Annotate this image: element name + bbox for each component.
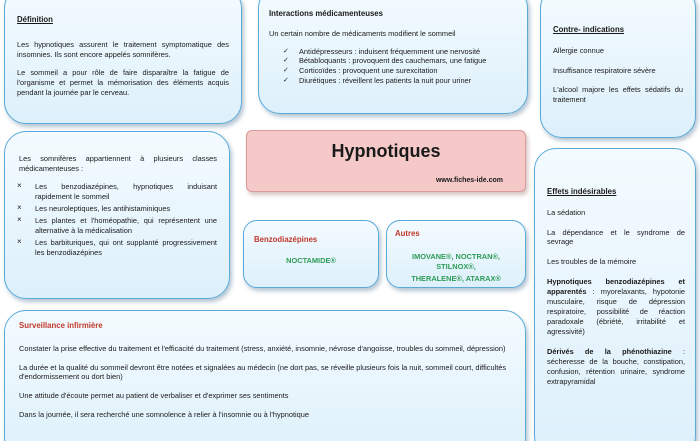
surveillance-box xyxy=(4,310,526,441)
autres-title: Autres xyxy=(395,229,420,238)
autres-drugs-line2: THERALENE®, ATARAX® xyxy=(411,274,501,284)
class-item: × Les barbituriques, qui ont supplanté progressivement les benzodiazépines xyxy=(5,238,217,258)
interactions-title: Interactions médicamenteuses xyxy=(269,9,383,18)
effet-bold-benzo: Hypnotiques benzodiazépines et apparentés xyxy=(547,277,685,297)
benzo-box xyxy=(243,220,379,288)
contre-item: Allergie connue xyxy=(553,45,604,55)
definition-text-1: Les hypnotiques assurent le traitement symptomatique des insomnies. Ils sont encore appelés somnifères. xyxy=(17,39,229,59)
class-item: × Les plantes et l'homéopathie, qui représentent une alternative à la médicalisation xyxy=(5,216,217,236)
benzo-drug: NOCTAMIDE® xyxy=(286,255,336,265)
surveillance-item: Une attitude d'écoute permet au patient de verbaliser et d'exprimer ses sentiments xyxy=(19,391,289,401)
contre-indications-title: Contre- indications xyxy=(553,25,625,34)
surveillance-title: Surveillance infirmière xyxy=(19,321,103,330)
effet-pheno-details: : sécheresse de la bouche, constipation, confusion, rétention urinaire, syndrome extrapyramidal xyxy=(547,347,685,387)
surveillance-item: Constater la prise effective du traitement et l'efficacité du traitement (stress, anxiété, insomnie, névrose d'angoisse, troubles du sommeil, dépression) xyxy=(19,343,506,353)
effet-item: Les troubles de la mémoire xyxy=(547,257,637,267)
contre-item: L'alcool majore les effets sédatifs du traitement xyxy=(553,85,683,105)
center-title-box xyxy=(246,130,526,192)
benzo-title: Benzodiazépines xyxy=(254,235,318,244)
definition-text-2: Le sommeil a pour rôle de faire disparaître la fatigue de l'organisme et permet la mémorisation des éléments acquis pendant la journée par le cerveau. xyxy=(17,68,229,98)
interactions-intro: Un certain nombre de médicaments modifient le sommeil xyxy=(269,28,456,38)
website-link[interactable]: www.fiches-ide.com xyxy=(435,177,503,184)
interactions-box xyxy=(258,0,528,114)
contre-item: Insuffisance respiratoire sévère xyxy=(553,65,656,75)
interaction-item: ✓ Antidépresseurs : induisent fréquemment une nervosité xyxy=(269,47,517,57)
interaction-item: ✓ Bétabloquants : provoquent des cauchemars, une fatigue xyxy=(269,56,517,66)
surveillance-item: Dans la journée, il sera recherché une somnolence à relier à l'insomnie ou à l'hypnotique xyxy=(19,410,309,420)
definition-box xyxy=(4,0,242,124)
effets-title: Effets indésirables xyxy=(547,187,617,196)
interactions-list xyxy=(269,47,517,87)
effet-item xyxy=(547,277,685,337)
classes-box xyxy=(4,131,230,299)
effet-item: La dépendance et le syndrome de sevrage xyxy=(547,227,685,247)
definition-title: Définition xyxy=(17,15,53,24)
autres-drugs-line1: IMOVANE®, NOCTRAN®, STILNOX®, xyxy=(412,251,500,271)
effet-benzo-details: : myorelaxants, hypotonie musculaire, risque de dépression respiratoire, possibilité de réaction paradoxale (ébriété, irritabilité et agressivité) xyxy=(547,287,685,337)
interaction-item: ✓ Corticoïdes : provoquent une surexcitation xyxy=(269,66,517,76)
class-item: × Les neuroleptiques, les antihistaminiques xyxy=(5,204,217,214)
effet-item xyxy=(547,347,685,387)
classes-intro: Les somnifères appartiennent à plusieurs classes médicamenteuses : xyxy=(19,154,217,173)
effets-box xyxy=(534,148,696,441)
interaction-item: ✓ Diurétiques : réveillent les patients la nuit pour uriner xyxy=(269,76,517,86)
autres-box xyxy=(386,220,526,288)
classes-list xyxy=(19,182,217,258)
effet-bold-pheno: Dérivés de la phénothiazine xyxy=(547,347,672,357)
effet-item: La sédation xyxy=(547,207,586,217)
contre-indications-box xyxy=(540,0,696,138)
page-title: Hypnotiques xyxy=(331,141,441,161)
class-item: × Les benzodiazépines, hypnotiques induisant rapidement le sommeil xyxy=(5,182,217,202)
surveillance-item: La durée et la qualité du sommeil devront être notées et signalées au médecin (ne dort pas, se réveille plusieurs fois la nuit, sommeil court, difficultés d'endormissement ou dort bien) xyxy=(19,362,507,382)
